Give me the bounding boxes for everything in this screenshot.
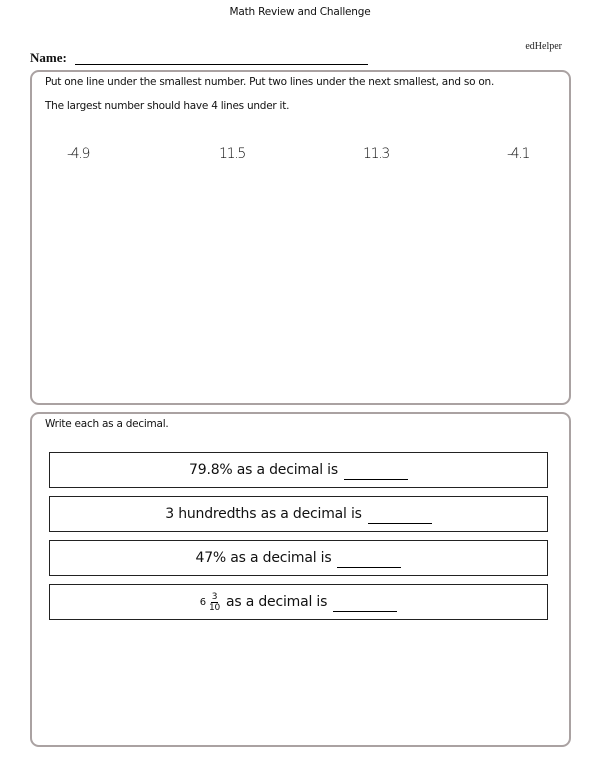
question-box (49, 496, 548, 532)
decimal-section (30, 412, 571, 747)
mixed-number-whole: 6 (199, 596, 206, 608)
question-box (49, 452, 548, 488)
name-input-line[interactable] (75, 64, 368, 65)
question-prompt: as a decimal is (226, 594, 328, 610)
fraction-numerator: 3 (211, 591, 218, 602)
question-prompt: 47% as a decimal is (195, 550, 332, 566)
numbers-row (32, 146, 569, 166)
ordering-section (30, 70, 571, 405)
number-item: 11.5 (219, 146, 245, 162)
fraction-denominator: 10 (208, 602, 221, 613)
answer-blank[interactable] (368, 523, 432, 524)
question-prompt: 79.8% as a decimal is (189, 462, 338, 478)
answer-blank[interactable] (333, 611, 397, 612)
worksheet-title: Math Review and Challenge (229, 6, 371, 18)
number-item: -4.1 (507, 146, 530, 162)
question-box (49, 540, 548, 576)
decimal-instruction: Write each as a decimal. (45, 418, 169, 430)
name-label: Name: (30, 50, 67, 65)
question-box (49, 584, 548, 620)
number-item: -4.9 (67, 146, 90, 162)
number-item: 11.3 (363, 146, 389, 162)
ordering-instruction-1: Put one line under the smallest number. Put two lines under the next smallest, and so on. (45, 76, 495, 88)
answer-blank[interactable] (344, 479, 408, 480)
question-prompt: 3 hundredths as a decimal is (165, 506, 362, 522)
ordering-instruction-2: The largest number should have 4 lines under it. (45, 100, 290, 112)
answer-blank[interactable] (337, 567, 401, 568)
brand-label: edHelper (525, 41, 562, 52)
fraction (209, 592, 220, 613)
